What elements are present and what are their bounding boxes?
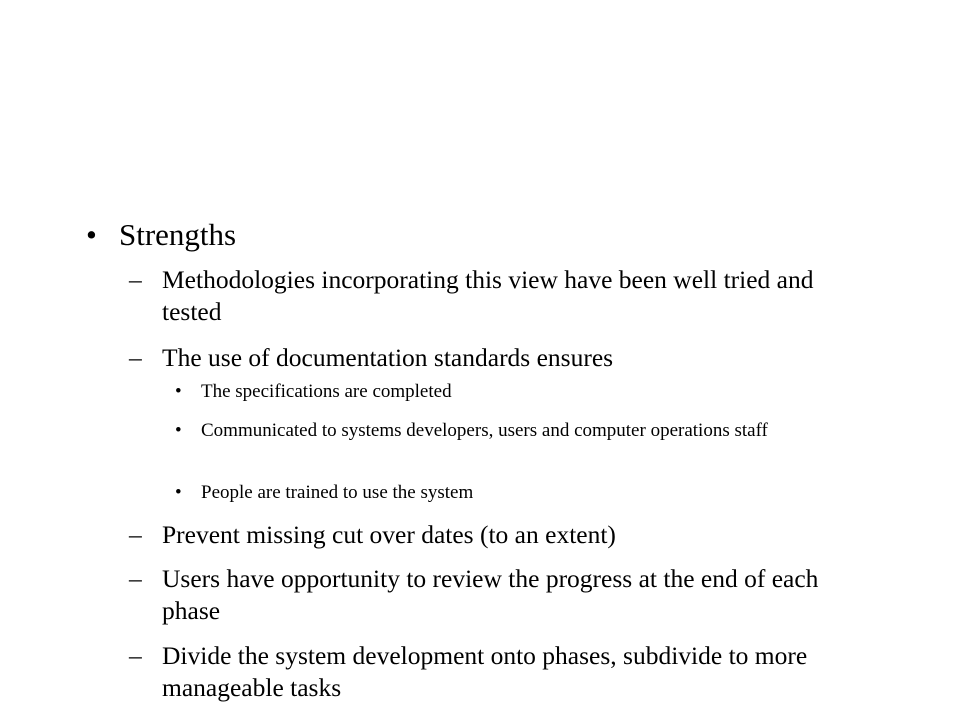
- sub-bullet-text: Divide the system development onto phases, subdivide to more manageable tasks: [162, 641, 808, 702]
- dash-marker: –: [129, 343, 142, 372]
- bullet-text: Strengths: [119, 217, 237, 252]
- sub-bullet-text: Users have opportunity to review the progress at the end of each phase: [162, 564, 819, 625]
- sub-bullet-text: The use of documentation standards ensures: [162, 343, 614, 372]
- bullet-marker: •: [175, 420, 182, 441]
- dash-marker: –: [129, 564, 142, 593]
- bullet-marker: •: [175, 381, 182, 402]
- sub-sub-bullet-text: The specifications are completed: [201, 381, 452, 402]
- sub-sub-bullet-text: Communicated to systems developers, users and computer operations staff: [201, 420, 768, 441]
- dash-marker: –: [129, 641, 142, 670]
- dash-marker: –: [129, 265, 142, 294]
- bullet-marker: •: [175, 482, 182, 503]
- bullet-marker: •: [86, 217, 97, 252]
- sub-bullet-text: Prevent missing cut over dates (to an extent): [162, 520, 616, 549]
- dash-marker: –: [129, 520, 142, 549]
- sub-sub-bullet-text: People are trained to use the system: [201, 482, 474, 503]
- sub-bullet-text: Methodologies incorporating this view have been well tried and tested: [162, 265, 814, 326]
